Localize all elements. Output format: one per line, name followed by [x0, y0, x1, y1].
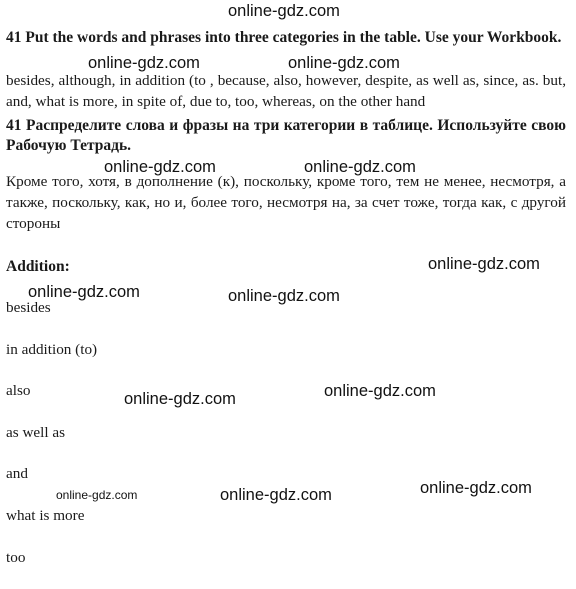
watermark: online-gdz.com: [104, 158, 216, 176]
list-item: what is more: [6, 506, 85, 524]
watermark: online-gdz.com: [420, 479, 532, 497]
watermark: online-gdz.com: [324, 382, 436, 400]
list-item: and: [6, 465, 28, 483]
header-watermark: online-gdz.com: [228, 2, 340, 20]
addition-list: [6, 298, 97, 589]
list-item: as well as: [6, 423, 66, 441]
exercise-instruction-ru: 41 Распределите слова и фразы на три категории в таблице. Используйте свою Рабочую Тетрадь.: [6, 117, 566, 154]
list-item: also: [6, 382, 31, 400]
exercise-instruction-en: 41 Put the words and phrases into three categories in the table. Use your Workbook.: [6, 29, 562, 46]
watermark: online-gdz.com: [220, 486, 332, 504]
watermark: online-gdz.com: [88, 54, 200, 72]
list-item: in addition (to): [6, 340, 98, 358]
watermark: online-gdz.com: [304, 158, 416, 176]
word-list-ru: Кроме того, хотя, в дополнение (к), поскольку, кроме того, тем не менее, несмотря, а также, поскольку, как, но и, более того, несмотря на, за счет тоже, тогда как, с другой стороны: [6, 173, 566, 232]
watermark: online-gdz.com: [28, 283, 140, 301]
watermark: online-gdz.com: [56, 488, 138, 502]
watermark: online-gdz.com: [124, 390, 236, 408]
watermark: online-gdz.com: [228, 287, 340, 305]
list-item: too: [6, 548, 26, 566]
word-list-en: besides, although, in addition (to , because, also, however, despite, as well as, since, as. but, and, what is more, in spite of, due to, too, whereas, on the other hand: [6, 72, 566, 110]
list-item: besides: [6, 299, 51, 316]
watermark: online-gdz.com: [428, 255, 540, 273]
addition-heading: Addition:: [6, 258, 70, 275]
watermark: online-gdz.com: [288, 54, 400, 72]
